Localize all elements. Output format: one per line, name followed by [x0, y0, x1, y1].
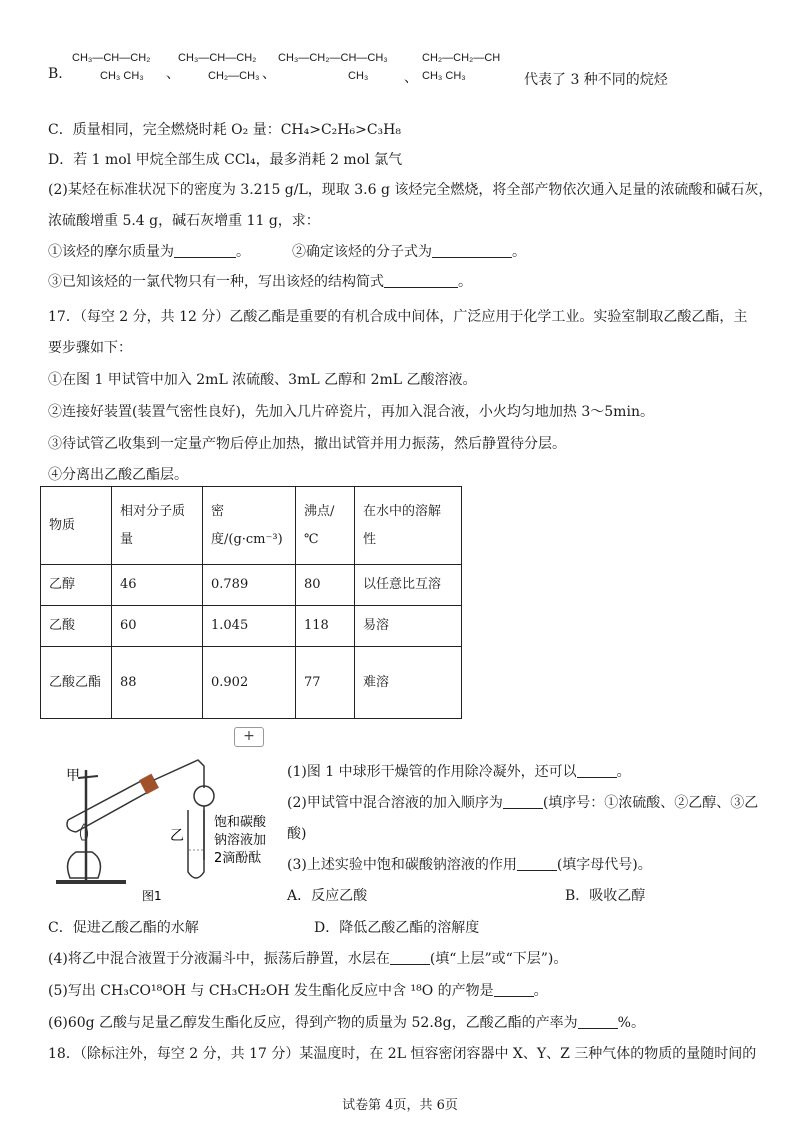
step-1: ①在图 1 甲试管中加入 2mL 浓硫酸、3mL 乙醇和 2mL 乙酸溶液。: [48, 372, 477, 388]
table-cell: 80: [296, 565, 355, 606]
q17-part2: [287, 793, 758, 813]
step-2: ②连接好装置(装置气密性良好)，先加入几片碎瓷片，再加入混合液，小火均匀地加热 3～5min。: [48, 404, 654, 420]
q17-part3: [287, 855, 652, 875]
answer-blank[interactable]: [578, 1014, 618, 1029]
page-footer: 试卷第 4页，共 6页: [342, 1098, 458, 1113]
table-cell: 乙醇: [41, 565, 112, 606]
table-cell: 易溶: [355, 606, 462, 647]
answer-blank[interactable]: [174, 243, 236, 258]
table-row: [41, 606, 462, 647]
p6-end: %。: [617, 1015, 645, 1031]
table-cell: 88: [112, 647, 203, 719]
solution-label-3: 2滴酚酞: [214, 851, 262, 866]
table-cell: 1.045: [203, 606, 296, 647]
table-row: [41, 565, 462, 606]
table-cell: 乙酸乙酯: [41, 647, 112, 719]
sub3-end: 。: [458, 274, 472, 290]
apparatus-diagram: [48, 740, 268, 905]
test-tube-jia-end: [67, 820, 76, 832]
table-cell: 118: [296, 606, 355, 647]
test-tube-yi: [188, 810, 204, 878]
p3-text: (3)上述实验中饱和碳酸钠溶液的作用: [287, 857, 517, 873]
answer-blank[interactable]: [494, 982, 534, 997]
sub-question-2: [292, 242, 526, 262]
q17-header-2: 要步骤如下：: [48, 340, 132, 356]
p2-hint: (填序号：①浓硫酸、②乙醇、③乙: [542, 795, 759, 811]
q17-header-1: 17．（每空 2 分，共 12 分）乙酸乙酯是重要的有机合成中间体，广泛应用于化学工业。实验室制取乙酸乙酯，主: [48, 309, 748, 325]
header-cell: 物质: [41, 487, 112, 565]
figure-1: [48, 740, 268, 905]
q17-part4: [48, 949, 567, 969]
sub-question-3: [48, 272, 472, 292]
sub1-text: ①该烃的摩尔质量为: [48, 244, 174, 260]
sub-question-1: [48, 242, 250, 262]
stopper: [139, 774, 159, 795]
answer-blank[interactable]: [517, 856, 557, 871]
sub2-end: 。: [512, 244, 526, 260]
step-4: ④分离出乙酸乙酯层。: [48, 467, 188, 483]
answer-blank[interactable]: [503, 794, 543, 809]
q18-header: 18．（除标注外，每空 2 分，共 17 分）某温度时，在 2L 恒容密闭容器中 X、Y、Z 三种气体的物质的量随时间的: [48, 1046, 757, 1062]
table-cell: 46: [112, 565, 203, 606]
add-button[interactable]: +: [234, 727, 264, 747]
figure-caption: 图1: [142, 889, 162, 903]
solution-label-2: 钠溶液加: [214, 833, 267, 848]
choice-c: C．促进乙酸乙酯的水解: [48, 920, 199, 936]
answer-blank[interactable]: [432, 243, 512, 258]
structure-3-main: CH₃—CH₂—CH—CH₃: [278, 52, 388, 64]
q17-part5: [48, 981, 548, 1001]
header-cell: 在水中的溶解性: [355, 487, 462, 565]
separator: 、: [166, 66, 180, 82]
solution-label-1: 饱和碳酸: [214, 815, 267, 830]
header-cell: 密度/(g·cm⁻³): [203, 487, 296, 565]
q17-part2-cont: 酸): [287, 826, 307, 842]
structure-2-sub: CH₂—CH₃: [208, 70, 260, 82]
answer-blank[interactable]: [384, 273, 458, 288]
p1-text: (1)图 1 中球形干燥管的作用除冷凝外，还可以: [287, 764, 577, 780]
drying-bulb: [194, 786, 214, 806]
p4-hint: (填“上层”或“下层”)。: [429, 951, 568, 967]
option-b-text: 代表了 3 种不同的烷烃: [524, 72, 668, 88]
separator: 、: [404, 70, 418, 86]
p2-text: (2)甲试管中混合溶液的加入顺序为: [287, 795, 503, 811]
option-d: D．若 1 mol 甲烷全部生成 CCl₄，最多消耗 2 mol 氯气: [48, 152, 403, 168]
structure-1-main: CH₃—CH—CH₂: [72, 52, 151, 64]
table-cell: 0.902: [203, 647, 296, 719]
structure-3: [278, 52, 388, 82]
header-cell: 相对分子质量: [112, 487, 203, 565]
q17-part6: [48, 1013, 645, 1033]
sub1-end: 。: [236, 244, 250, 260]
structure-2-main: CH₃—CH—CH₂: [178, 52, 257, 64]
p3-end: (填字母代号)。: [556, 857, 652, 873]
answer-blank[interactable]: [577, 763, 617, 778]
table-cell: 难溶: [355, 647, 462, 719]
label-jia: 甲: [66, 768, 80, 784]
table-cell: 以任意比互溶: [355, 565, 462, 606]
table-row: [41, 647, 462, 719]
p1-end: 。: [616, 764, 631, 780]
header-cell: 沸点/℃: [296, 487, 355, 565]
stand-base: [56, 880, 126, 884]
choice-a: A．反应乙酸: [287, 888, 368, 904]
choice-b: B．吸收乙醇: [565, 888, 646, 904]
part2-line2: 浓硫酸增重 5.4 g，碱石灰增重 11 g，求：: [48, 213, 320, 229]
p5-text: (5)写出 CH₃CO¹⁸OH 与 CH₃CH₂OH 发生酯化反应中含 ¹⁸O 的产物是: [48, 983, 494, 999]
structure-4-main: CH₂—CH₂—CH: [422, 52, 501, 64]
structure-4-sub: CH₃ CH₃: [422, 70, 466, 82]
test-tube-jia-top: [68, 780, 143, 820]
structure-3-sub: CH₃: [348, 70, 369, 82]
answer-blank[interactable]: [390, 950, 430, 965]
structure-1: [72, 52, 150, 82]
separator: 、: [262, 66, 276, 82]
p5-end: 。: [533, 983, 548, 999]
clamp: [78, 776, 98, 778]
table-cell: 60: [112, 606, 203, 647]
option-c: C．质量相同，完全燃烧时耗 O₂ 量：CH₄>C₂H₆>C₃H₈: [48, 122, 401, 138]
structure-1-sub: CH₃ CH₃: [100, 70, 144, 82]
option-b-label: B.: [48, 66, 63, 82]
alcohol-lamp: [68, 852, 101, 878]
table-cell: 0.789: [203, 565, 296, 606]
structure-2: [178, 52, 260, 82]
table-header-row: [41, 487, 462, 565]
table-cell: 77: [296, 647, 355, 719]
table-cell: 乙酸: [41, 606, 112, 647]
sub3-text: ③已知该烃的一氯代物只有一种，写出该烃的结构简式: [48, 274, 384, 290]
p4-text: (4)将乙中混合液置于分液漏斗中，振荡后静置，水层在: [48, 951, 390, 967]
part2-line1: (2)某烃在标准状况下的密度为 3.215 g/L，现取 3.6 g 该烃完全燃烧，将全部产物依次通入足量的浓硫酸和碱石灰，: [48, 182, 773, 198]
sub2-text: ②确定该烃的分子式为: [292, 244, 432, 260]
properties-table: [40, 486, 462, 719]
p6-text: (6)60g 乙酸与足量乙醇发生酯化反应，得到产物的质量为 52.8g，乙酸乙酯的产率为: [48, 1015, 578, 1031]
choice-d: D．降低乙酸乙酯的溶解度: [314, 920, 480, 936]
step-3: ③待试管乙收集到一定量产物后停止加热，撤出试管并用力振荡，然后静置待分层。: [48, 436, 566, 452]
q17-part1: [287, 762, 631, 782]
structure-4: [422, 52, 500, 82]
label-yi: 乙: [170, 828, 184, 844]
delivery-tube: [154, 760, 204, 788]
